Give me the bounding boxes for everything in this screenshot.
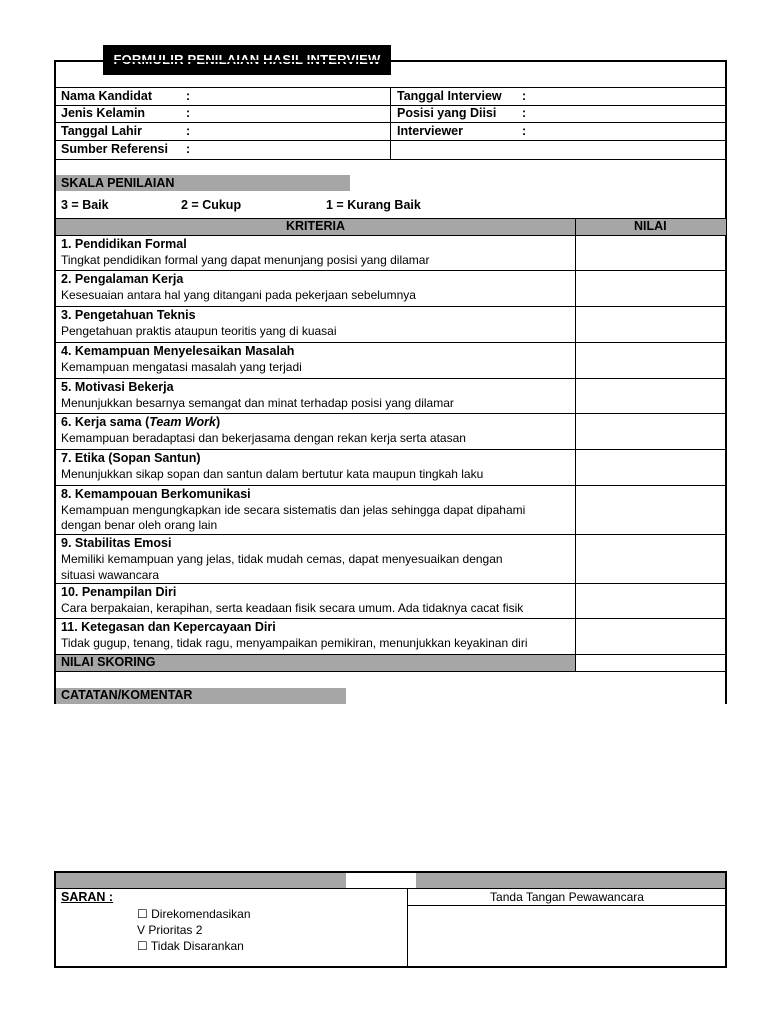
label-tanggal-lahir: Tanggal Lahir [61, 124, 143, 138]
checkbox-icon[interactable]: ☐ [137, 939, 148, 953]
grid-line [575, 218, 576, 671]
option-label: Tidak Disarankan [150, 939, 244, 953]
criterion-title: 4. Kemampuan Menyelesaikan Masalah [61, 344, 295, 358]
colon: : [522, 124, 527, 138]
colon: : [186, 124, 191, 138]
option-tidak-disarankan [137, 939, 244, 953]
criterion-desc: Kemampuan mengatasi masalah yang terjadi [61, 360, 302, 374]
col-nilai: NILAI [634, 219, 667, 233]
label-posisi: Posisi yang Diisi [397, 106, 497, 120]
criterion-title: 1. Pendidikan Formal [61, 237, 187, 251]
criterion-desc: Tingkat pendidikan formal yang dapat menunjang posisi yang dilamar [61, 253, 430, 267]
criterion-title [61, 415, 220, 429]
label-sumber-referensi: Sumber Referensi [61, 142, 168, 156]
option-label: Prioritas 2 [148, 923, 203, 937]
criterion-desc: Kemampuan beradaptasi dan bekerjasama dengan rekan kerja serta atasan [61, 431, 466, 445]
grid-line [55, 618, 727, 619]
grid-line [407, 905, 727, 906]
colon: : [186, 106, 191, 120]
footer-bar-left [56, 873, 346, 888]
scale-heading: SKALA PENILAIAN [61, 176, 175, 190]
colon: : [186, 89, 191, 103]
grid-line [55, 306, 727, 307]
col-kriteria: KRITERIA [286, 219, 346, 233]
grid-line [55, 218, 727, 219]
form-title: FORMULIR PENILAIAN HASIL INTERVIEW [103, 45, 391, 75]
criterion-desc: Tidak gugup, tenang, tidak ragu, menyampaikan pemikiran, menunjukkan keyakinan diri [61, 636, 528, 650]
option-prioritas-2 [137, 923, 202, 937]
criterion-title-suffix: ) [215, 415, 221, 429]
scale-kurang: 1 = Kurang Baik [326, 198, 421, 212]
criterion-desc: dengan benar oleh orang lain [61, 518, 218, 532]
grid-line [390, 87, 391, 159]
grid-line [55, 378, 727, 379]
criterion-desc: Cara berpakaian, kerapihan, serta keadaan fisik secara umum. Ada tidaknya cacat fisik [61, 601, 524, 615]
grid-line [55, 105, 727, 106]
criterion-title: 2. Pengalaman Kerja [61, 272, 184, 286]
option-direkomendasikan [137, 907, 251, 921]
criterion-title: 11. Ketegasan dan Kepercayaan Diri [61, 620, 276, 634]
criterion-desc: Menunjukkan besarnya semangat dan minat terhadap posisi yang dilamar [61, 396, 454, 410]
grid-line [55, 87, 727, 88]
criterion-desc: Pengetahuan praktis ataupun teoritis yang di kuasai [61, 324, 337, 338]
scale-cukup: 2 = Cukup [181, 198, 242, 212]
criterion-desc: Kemampuan mengungkapkan ide secara sistematis dan jelas sehingga dapat dipahami [61, 503, 526, 517]
label-jenis-kelamin: Jenis Kelamin [61, 106, 146, 120]
scale-baik: 3 = Baik [61, 198, 109, 212]
grid-line [55, 140, 727, 141]
criterion-desc: Kesesuaian antara hal yang ditangani pada pekerjaan sebelumnya [61, 288, 416, 302]
grid-line [55, 270, 727, 271]
grid-line [55, 888, 727, 889]
table-header-bar [56, 218, 726, 235]
criterion-title: 8. Kemampouan Berkomunikasi [61, 487, 251, 501]
label-tanggal-interview: Tanggal Interview [397, 89, 502, 103]
option-label: Direkomendasikan [151, 907, 251, 921]
grid-line [55, 342, 727, 343]
criterion-title: 9. Stabilitas Emosi [61, 536, 172, 550]
footer-bar-right [416, 873, 725, 888]
check-mark-icon[interactable]: V [137, 923, 146, 937]
colon: : [522, 89, 527, 103]
saran-label: SARAN : [61, 890, 114, 904]
grid-line [55, 413, 727, 414]
checkbox-icon[interactable]: ☐ [137, 907, 148, 921]
criterion-title: 5. Motivasi Bekerja [61, 380, 174, 394]
label-nama-kandidat: Nama Kandidat [61, 89, 152, 103]
grid-line [55, 671, 727, 672]
score-label: NILAI SKORING [61, 655, 156, 669]
grid-line [55, 449, 727, 450]
grid-line [55, 534, 727, 535]
criterion-title: 10. Penampilan Diri [61, 585, 177, 599]
notes-heading: CATATAN/KOMENTAR [61, 688, 193, 702]
criterion-title: 7. Etika (Sopan Santun) [61, 451, 201, 465]
grid-line [55, 583, 727, 584]
criterion-desc: Memiliki kemampuan yang jelas, tidak mudah cemas, dapat menyesuaikan dengan [61, 552, 503, 566]
colon: : [186, 142, 191, 156]
colon: : [522, 106, 527, 120]
criterion-title-prefix: 6. Kerja sama ( [61, 415, 150, 429]
signature-label: Tanda Tangan Pewawancara [490, 890, 644, 904]
grid-line [55, 159, 727, 160]
criterion-desc: situasi wawancara [61, 568, 160, 582]
criterion-desc: Menunjukkan sikap sopan dan santun dalam bertutur kata maupun tingkah laku [61, 467, 484, 481]
grid-line [55, 485, 727, 486]
grid-line [55, 235, 727, 236]
criterion-title: 3. Pengetahuan Teknis [61, 308, 196, 322]
criterion-title-italic: Team Work [149, 415, 216, 429]
grid-line [55, 122, 727, 123]
label-interviewer: Interviewer [397, 124, 464, 138]
